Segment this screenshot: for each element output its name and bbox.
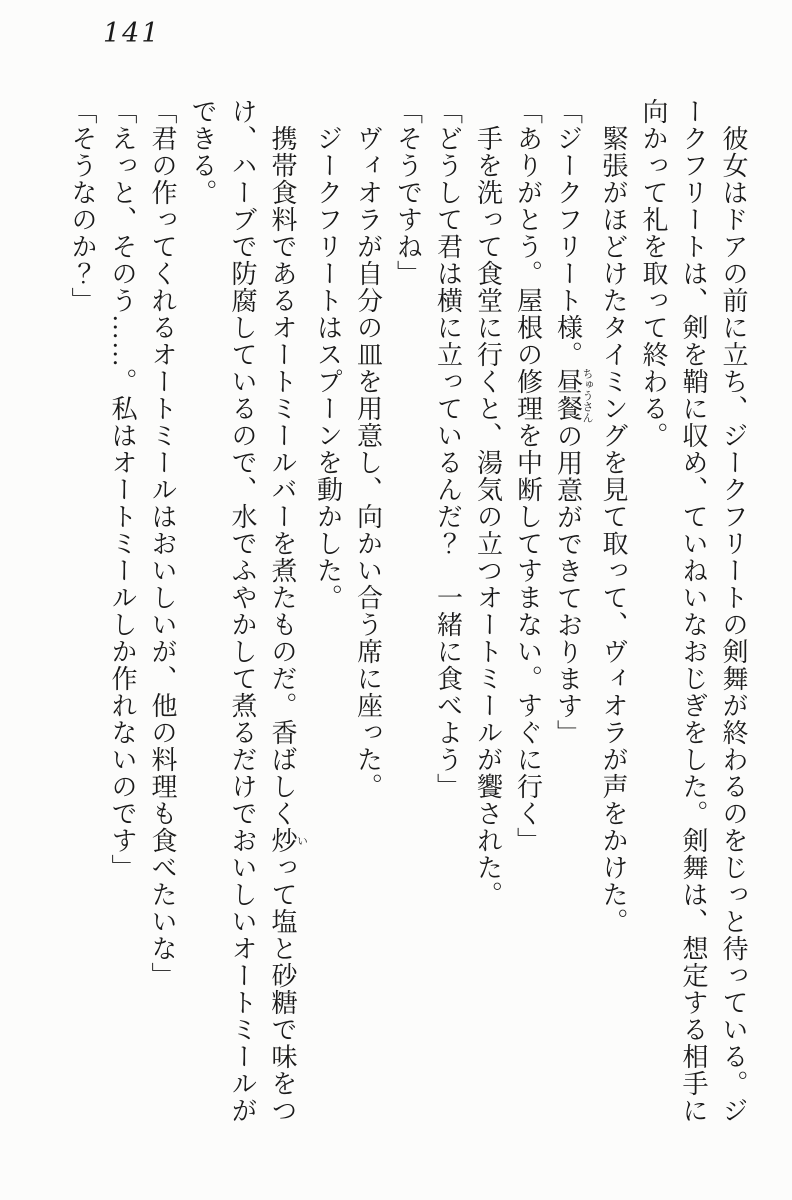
paragraph: 「そうなのか？」 (68, 98, 97, 314)
paragraph: 「そうですね」 (393, 98, 423, 287)
text-block (68, 98, 753, 1128)
paragraph: ジークフリートはスプーンを動かした。 (313, 125, 343, 611)
ruby-annotated-word: 炒い (268, 827, 308, 854)
paragraph: 「ありがとう。屋根の修理を中断してすまない。すぐに行く」 (513, 98, 543, 854)
paragraph: 緊張がほどけたタイミングを見て取って、ヴィオラが声をかけた。 (599, 125, 628, 935)
paragraph: 手を洗って食堂に行くと、湯気の立つオートミールが饗された。 (473, 125, 503, 908)
paragraph: 「ジークフリート様。昼餐ちゅうさんの用意ができております」 (553, 98, 593, 747)
paragraph: 「どうして君は横に立っているんだ？ 一緒に食べよう」 (433, 98, 463, 800)
paragraph: ヴィオラが自分の皿を用意し、向かい合う席に座った。 (353, 125, 383, 800)
paragraph: 「えっと、そのう……。私はオートミールしか作れないのです」 (108, 98, 137, 881)
paragraph: 「君の作ってくれるオートミールはおいしいが、他の料理も食べたいな」 (148, 98, 177, 989)
paragraph: 携帯食料であるオートミールバーを煮たものだ。香ばしく炒いって塩と砂糖で味をつけ、ハーブで防腐しているので、水でふやかして煮るだけでおいしいオートミールができる。 (188, 98, 308, 1124)
page-number: 141 (103, 18, 161, 49)
ruby-annotated-word: 昼餐ちゅうさん (553, 367, 593, 423)
paragraph: 彼女はドアの前に立ち、ジークフリートの剣舞が終わるのをじっと待っている。ジークフリートは、剣を鞘に収め、ていねいなおじぎをした。剣舞は、想定する相手に向かって礼を取って終わる。 (639, 98, 748, 1124)
